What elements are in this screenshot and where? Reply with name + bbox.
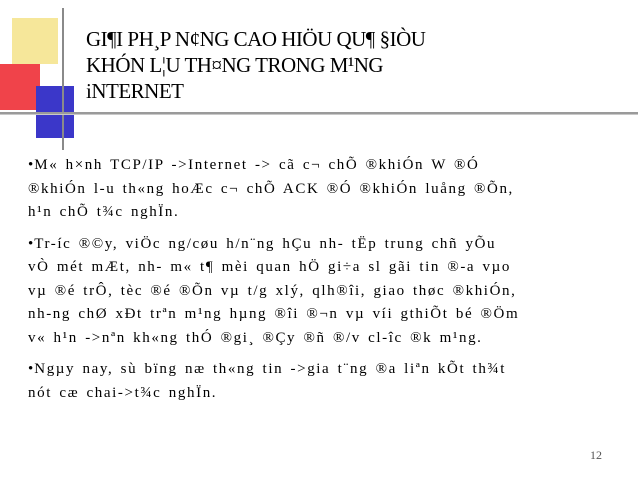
page-number: 12 (590, 448, 602, 462)
slide-title (86, 26, 606, 104)
bullet-line: vµ ®é trÔ, tèc ®é ®Õn vµ t/g xlý, qlh®îi, giao thøc ®khiÓn, (28, 282, 517, 299)
bullet-line-text: Tr-íc ®©y, viÖc ng/cøu h/n¨ng hÇu nh- tËp trung chñ yÕu (34, 235, 497, 252)
bullet-line: vÒ mét mÆt, nh- m« t¶ mèi quan hÖ gi÷a sl gãi tin ®-a vµo (28, 259, 511, 275)
bullet-line (28, 154, 618, 178)
bullet-line: nót cæ chai->t¾c nghÏn. (28, 384, 218, 401)
bullet-line: h¹n chÕ t¾c nghÏn. (28, 204, 180, 220)
decor-square-red (0, 64, 40, 110)
decor-square-yellow (12, 18, 58, 64)
slide-body (28, 154, 618, 413)
bullet-marker: • (28, 235, 34, 252)
bullet-item (28, 233, 618, 351)
bullet-item (28, 358, 618, 405)
slide-title-line: GI¶I PH¸P N¢NG CAO HIÖU QU¶ §IÒU (86, 27, 426, 51)
bullet-line: ®khiÓn l-u th«ng hoÆc c¬ chÕ ACK ®Ó ®khiÓn luång ®Õn, (28, 180, 514, 197)
bullet-line (28, 358, 618, 382)
decor-horizontal-rule-shadow (0, 114, 638, 115)
bullet-line (28, 233, 618, 257)
bullet-item (28, 154, 618, 225)
bullet-line: nh-ng chØ xÐt trªn m¹ng hµng ®îi ®¬n vµ víi gthiÕt bé ®Öm (28, 306, 520, 322)
bullet-marker: • (28, 361, 34, 377)
bullet-line-text: Ngµy nay, sù bïng næ th«ng tin ->gia t¨ng ®a liªn kÕt th¾t (34, 361, 507, 377)
slide-title-line: KHÓN L¦U TH¤NG TRONG M¹NG (86, 53, 384, 77)
bullet-marker: • (28, 157, 34, 173)
bullet-line-text: M« h×nh TCP/IP ->Internet -> cã c¬ chÕ ®khiÓn W ®Ó (34, 157, 480, 173)
bullet-line: v« h¹n ->nªn kh«ng thÓ ®gi¸ ®Çy ®ñ ®/v cl-îc ®k m¹ng. (28, 329, 483, 346)
decor-vertical-rule (62, 8, 64, 150)
slide-title-line: iNTERNET (86, 79, 184, 103)
